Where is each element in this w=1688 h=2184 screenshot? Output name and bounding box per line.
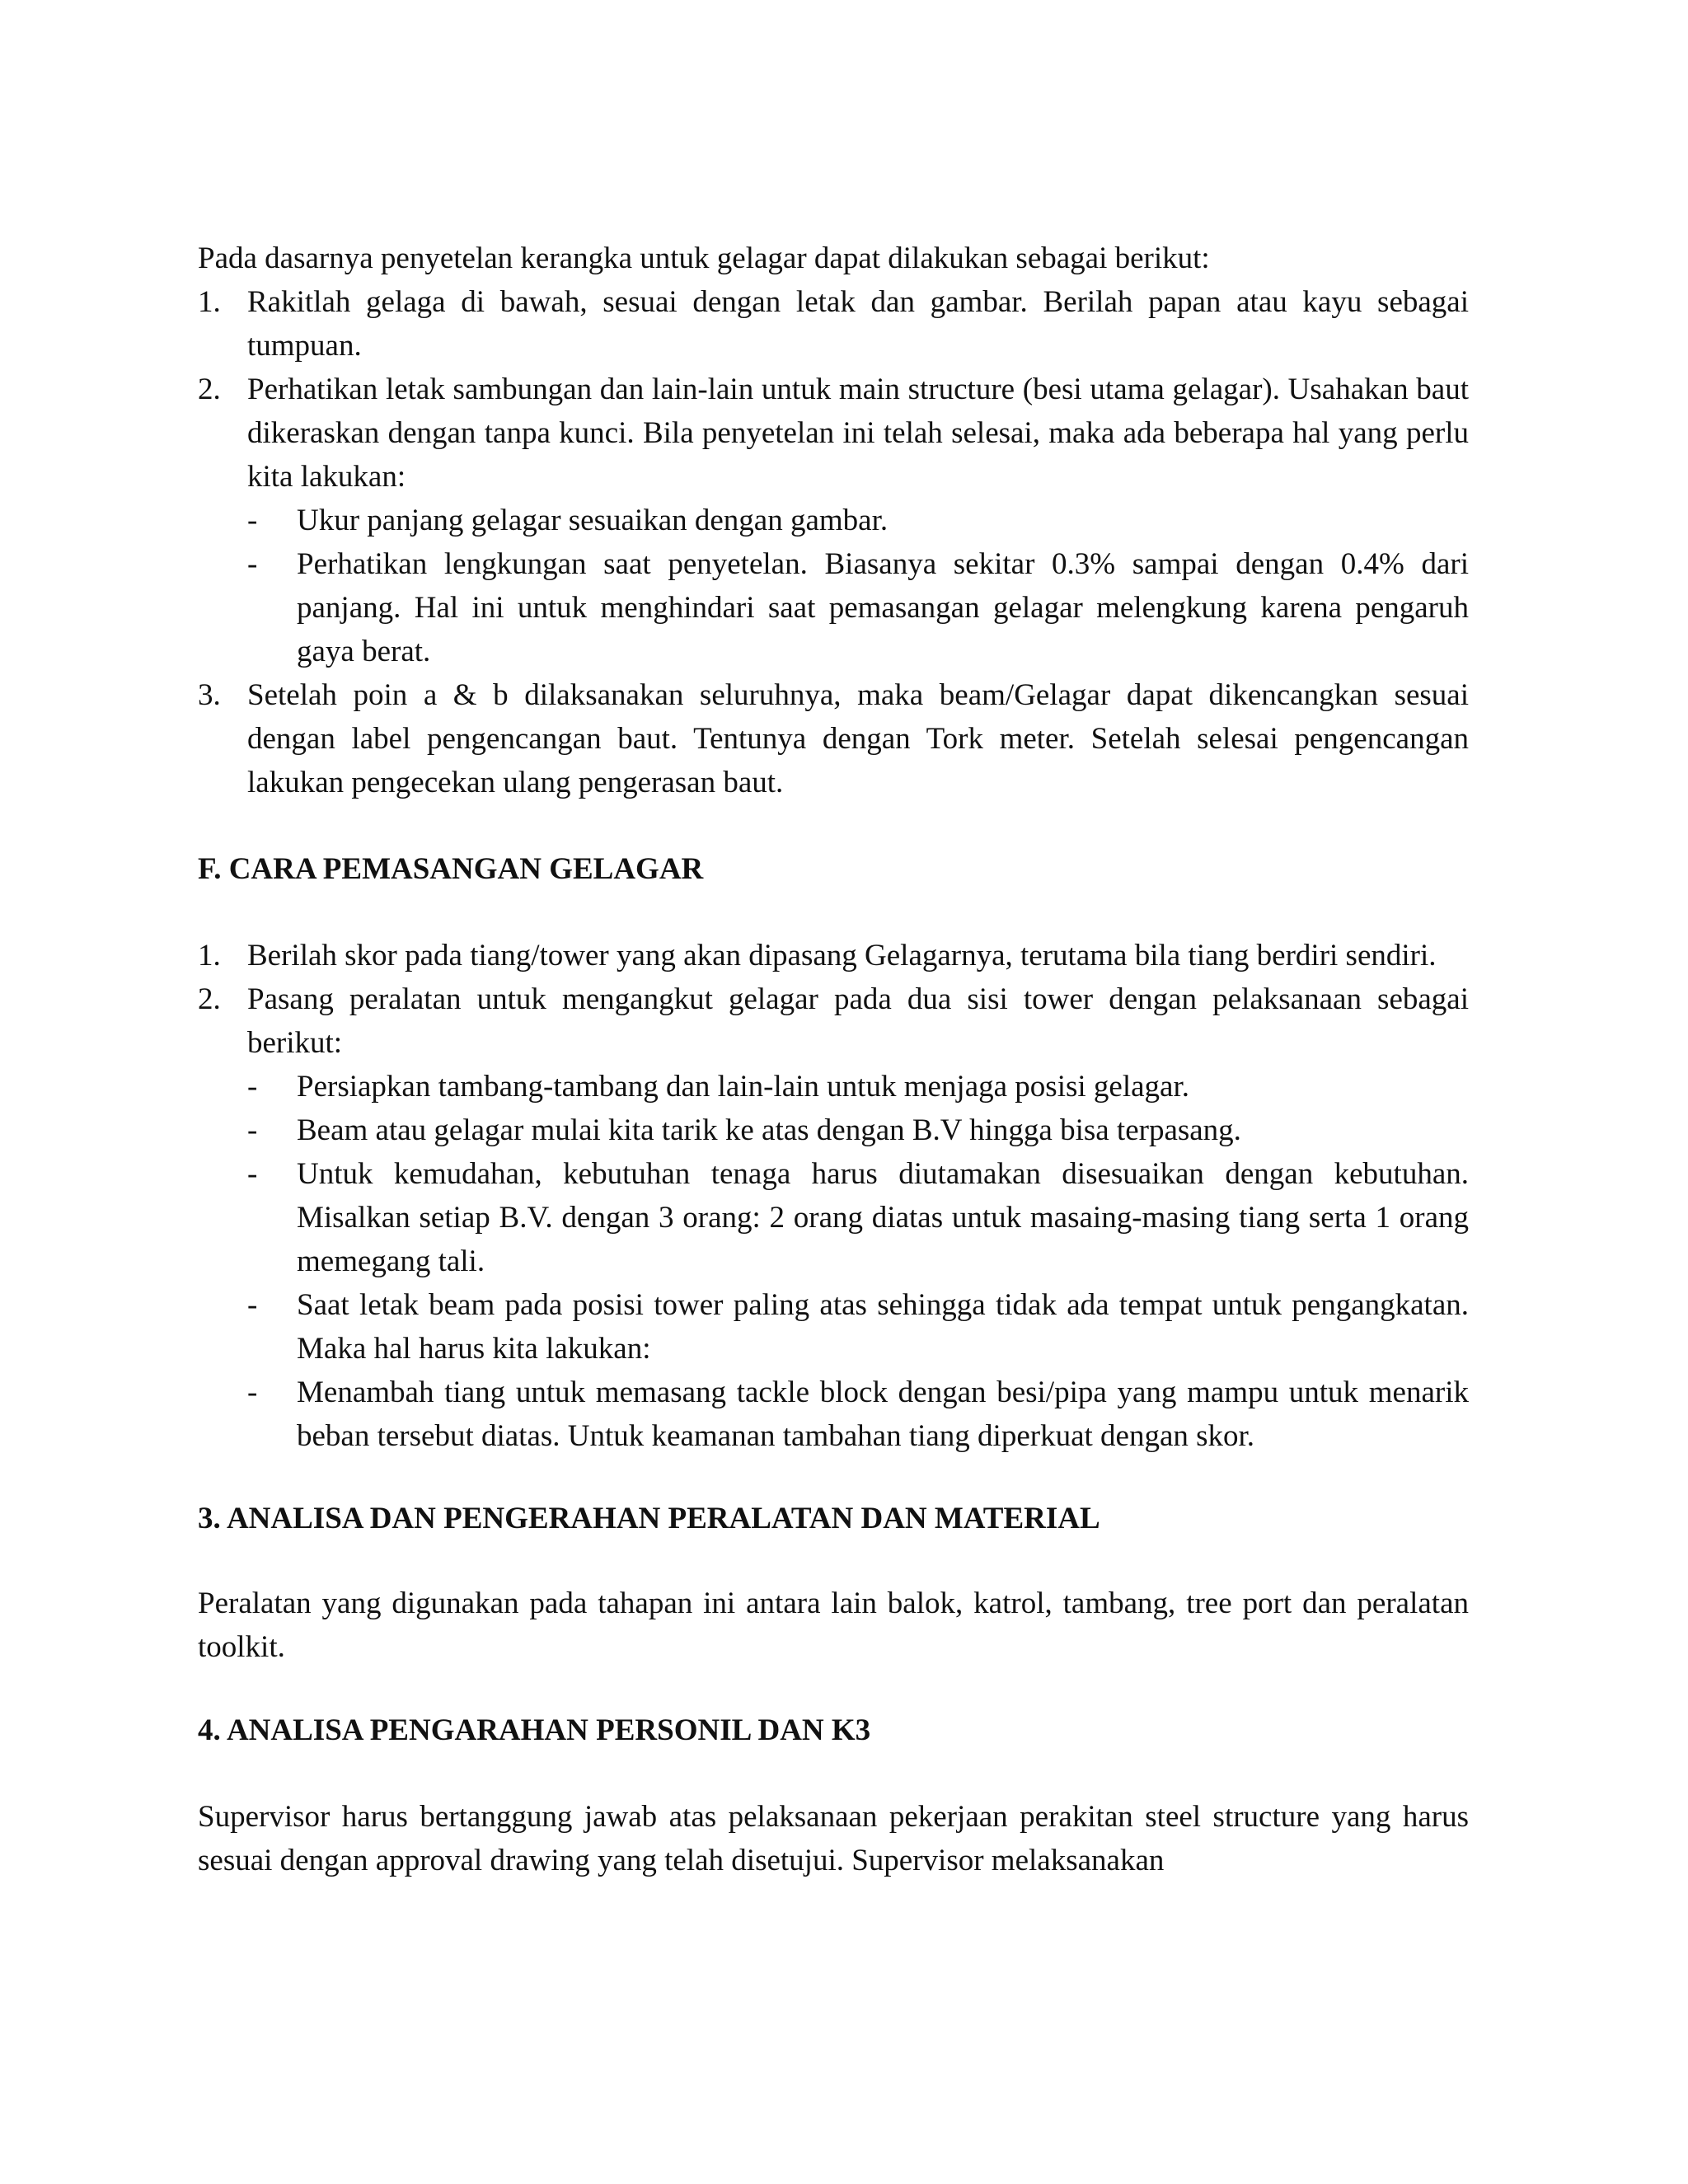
- section-heading-f: F. CARA PEMASANGAN GELAGAR: [198, 852, 704, 886]
- list-item: [198, 673, 1469, 804]
- dash-marker: -: [247, 1288, 258, 1322]
- list-item-text: Setelah poin a & b dilaksanakan seluruhnya, maka beam/Gelagar dapat dikencangkan sesuai dengan label pengencangan baut. Tentunya dengan Tork meter. Setelah selesai pengencangan lakukan pengecekan ulang pengerasan baut.: [247, 678, 1469, 799]
- dash-marker: -: [247, 1157, 258, 1191]
- dash-marker: -: [247, 547, 258, 581]
- dash-marker: -: [247, 504, 258, 537]
- list-marker: 2.: [198, 982, 221, 1016]
- list-marker: 1.: [198, 939, 221, 972]
- document-body: [198, 237, 1469, 1882]
- sub-list-item: [198, 1283, 1469, 1371]
- list-marker: 3.: [198, 678, 221, 712]
- sub-list-item: [198, 1108, 1469, 1152]
- sub-list-item-text: Saat letak beam pada posisi tower paling atas sehingga tidak ada tempat untuk pengangkatan. Maka hal harus kita lakukan:: [297, 1288, 1469, 1366]
- sub-list-item-text: Menambah tiang untuk memasang tackle block dengan besi/pipa yang mampu untuk menarik beban tersebut diatas. Untuk keamanan tambahan tiang diperkuat dengan skor.: [297, 1376, 1469, 1453]
- sub-list-item-text: Beam atau gelagar mulai kita tarik ke atas dengan B.V hingga bisa terpasang.: [297, 1113, 1241, 1147]
- sub-list-item-text: Perhatikan lengkungan saat penyetelan. Biasanya sekitar 0.3% sampai dengan 0.4% dari panjang. Hal ini untuk menghindari saat pemasangan gelagar melengkung karena pengaruh gaya berat.: [297, 547, 1469, 668]
- sub-list-item: [198, 1152, 1469, 1283]
- sub-list-item-text: Untuk kemudahan, kebutuhan tenaga harus diutamakan disesuaikan dengan kebutuhan. Misalkan setiap B.V. dengan 3 orang: 2 orang diatas untuk masaing-masing tiang serta 1 orang memegang tali.: [297, 1157, 1469, 1278]
- list-item: [198, 934, 1469, 977]
- sub-list-item: [198, 1371, 1469, 1458]
- list-item-text: Rakitlah gelaga di bawah, sesuai dengan letak dan gambar. Berilah papan atau kayu sebagai tumpuan.: [247, 285, 1469, 363]
- sub-list-item-text: Persiapkan tambang-tambang dan lain-lain untuk menjaga posisi gelagar.: [297, 1070, 1189, 1104]
- sub-list-item: [198, 542, 1469, 673]
- list-item: [198, 368, 1469, 499]
- section-4-paragraph: Supervisor harus bertanggung jawab atas pelaksanaan pekerjaan perakitan steel structure yang harus sesuai dengan approval drawing yang telah disetujui. Supervisor melaksanakan: [198, 1800, 1469, 1877]
- list-item: [198, 977, 1469, 1065]
- sub-list-item-text: Ukur panjang gelagar sesuaikan dengan gambar.: [297, 504, 889, 537]
- list-marker: 2.: [198, 373, 221, 406]
- dash-marker: -: [247, 1376, 258, 1409]
- section-3-paragraph: Peralatan yang digunakan pada tahapan ini antara lain balok, katrol, tambang, tree port dan peralatan toolkit.: [198, 1586, 1469, 1664]
- list-marker: 1.: [198, 285, 221, 319]
- list-item-text: Pasang peralatan untuk mengangkut gelagar pada dua sisi tower dengan pelaksanaan sebagai berikut:: [247, 982, 1469, 1060]
- intro-paragraph: Pada dasarnya penyetelan kerangka untuk gelagar dapat dilakukan sebagai berikut:: [198, 241, 1210, 275]
- dash-marker: -: [247, 1113, 258, 1147]
- list-item-text: Perhatikan letak sambungan dan lain-lain untuk main structure (besi utama gelagar). Usahakan baut dikeraskan dengan tanpa kunci. Bila penyetelan ini telah selesai, maka ada beberapa hal yang perlu kita lakukan:: [247, 373, 1469, 494]
- sub-list-item: [198, 1065, 1469, 1108]
- section-heading-3: 3. ANALISA DAN PENGERAHAN PERALATAN DAN MATERIAL: [198, 1502, 1100, 1535]
- dash-marker: -: [247, 1070, 258, 1104]
- sub-list-item: [198, 499, 1469, 542]
- list-item: [198, 280, 1469, 368]
- list-item-text: Berilah skor pada tiang/tower yang akan dipasang Gelagarnya, terutama bila tiang berdiri sendiri.: [247, 939, 1437, 972]
- section-heading-4: 4. ANALISA PENGARAHAN PERSONIL DAN K3: [198, 1713, 871, 1747]
